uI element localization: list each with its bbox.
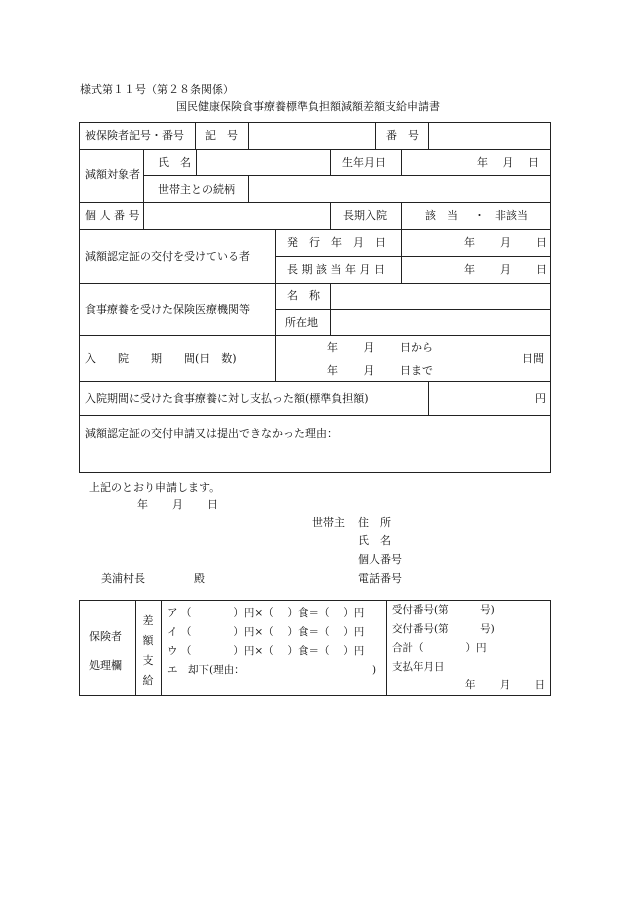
reason-field[interactable] — [81, 442, 549, 471]
not-applicable-option[interactable]: 非該当 — [495, 209, 528, 222]
app-month[interactable]: 月 — [172, 498, 183, 511]
diff-payment-label: 差額支給 — [142, 614, 154, 687]
symbol-field[interactable] — [250, 124, 374, 147]
phone-label: 電話番号 — [358, 572, 402, 585]
personal-number-label: 個 人 番 号 — [85, 209, 140, 222]
applicant-personal-number-label: 個人番号 — [358, 553, 402, 566]
symbol-label: 記 号 — [205, 129, 238, 142]
relation-label: 世帯主との続柄 — [158, 183, 235, 196]
period-from[interactable]: 年 月 日から — [327, 341, 433, 354]
receipt-number[interactable]: 受付番号(第 号) — [392, 604, 495, 616]
inst-name-label: 名 称 — [287, 289, 320, 302]
householder-label: 世帯主 — [312, 516, 345, 529]
institution-label: 食事療養を受けた保険医療機関等 — [85, 303, 250, 316]
issue-month[interactable]: 月 — [500, 236, 511, 249]
long-month[interactable]: 月 — [500, 263, 511, 276]
birthdate-field[interactable]: 年 月 日 — [477, 156, 539, 169]
applicant-name-label: 氏 名 — [358, 534, 391, 547]
address-label: 住 所 — [358, 516, 391, 529]
issue-day[interactable]: 日 — [536, 236, 547, 249]
reject-close: ) — [372, 664, 377, 676]
statement: 上記のとおり申請します。 — [89, 481, 221, 494]
issue-date-label: 発 行 年 月 日 — [287, 236, 386, 249]
long-stay-label: 長期入院 — [343, 209, 387, 222]
calc-line-u[interactable]: ウ （ ）円×（ ）食＝（ ）円 — [167, 645, 365, 657]
long-year[interactable]: 年 — [464, 263, 475, 276]
inst-address-label: 所在地 — [285, 316, 318, 329]
birthdate-label: 生年月日 — [342, 156, 386, 169]
office-label-1: 保険者 — [89, 630, 122, 643]
days-unit: 日間 — [522, 352, 544, 365]
app-day[interactable]: 日 — [207, 498, 218, 511]
total-amount[interactable]: 合計（ ）円 — [392, 642, 487, 654]
reason-label: 減額認定証の交付申請又は提出できなかった理由： — [85, 427, 338, 440]
long-date-label: 長 期 該 当 年 月 日 — [287, 263, 385, 276]
inst-name-field[interactable] — [332, 285, 549, 307]
period-label: 入 院 期 間(日 数) — [85, 352, 237, 365]
office-label-2: 処理欄 — [89, 659, 122, 672]
paid-label: 入院期間に受けた食事療養に対し支払った額(標準負担額) — [85, 392, 369, 405]
calc-line-a[interactable]: ア （ ）円×（ ）食＝（ ）円 — [167, 607, 365, 619]
pay-date-label: 支払年月日 — [392, 661, 445, 673]
period-to[interactable]: 年 月 日まで — [327, 364, 433, 377]
long-day[interactable]: 日 — [536, 263, 547, 276]
inst-address-field[interactable] — [332, 311, 549, 333]
pay-date-ymd[interactable]: 年 月 日 — [465, 679, 546, 691]
app-year[interactable]: 年 — [137, 498, 148, 511]
relation-field[interactable] — [250, 177, 549, 200]
name-label: 氏 名 — [158, 156, 191, 169]
personal-number-field[interactable] — [145, 204, 328, 227]
reject-line[interactable]: エ 却下(理由： — [167, 664, 245, 676]
number-label: 番 号 — [386, 129, 419, 142]
calc-line-i[interactable]: イ （ ）円×（ ）食＝（ ）円 — [167, 626, 365, 638]
honorific: 殿 — [194, 572, 205, 585]
insured-label: 被保険者記号・番号 — [85, 129, 184, 142]
target-label: 減額対象者 — [85, 168, 140, 181]
cert-holder-label: 減額認定証の交付を受けている者 — [85, 250, 250, 263]
form-title: 国民健康保険食事療養標準負担額減額差額支給申請書 — [176, 100, 440, 113]
yen-unit: 円 — [535, 392, 546, 405]
applicable-option[interactable]: 該 当 — [425, 209, 458, 222]
separator-dot: ・ — [474, 209, 485, 222]
addressee: 美浦村長 — [101, 572, 145, 585]
form-number: 様式第１１号（第２８条関係） — [80, 83, 234, 96]
name-field[interactable] — [198, 151, 328, 173]
issue-year[interactable]: 年 — [464, 236, 475, 249]
number-field[interactable] — [430, 124, 549, 147]
issue-number[interactable]: 交付番号(第 号) — [392, 623, 495, 635]
